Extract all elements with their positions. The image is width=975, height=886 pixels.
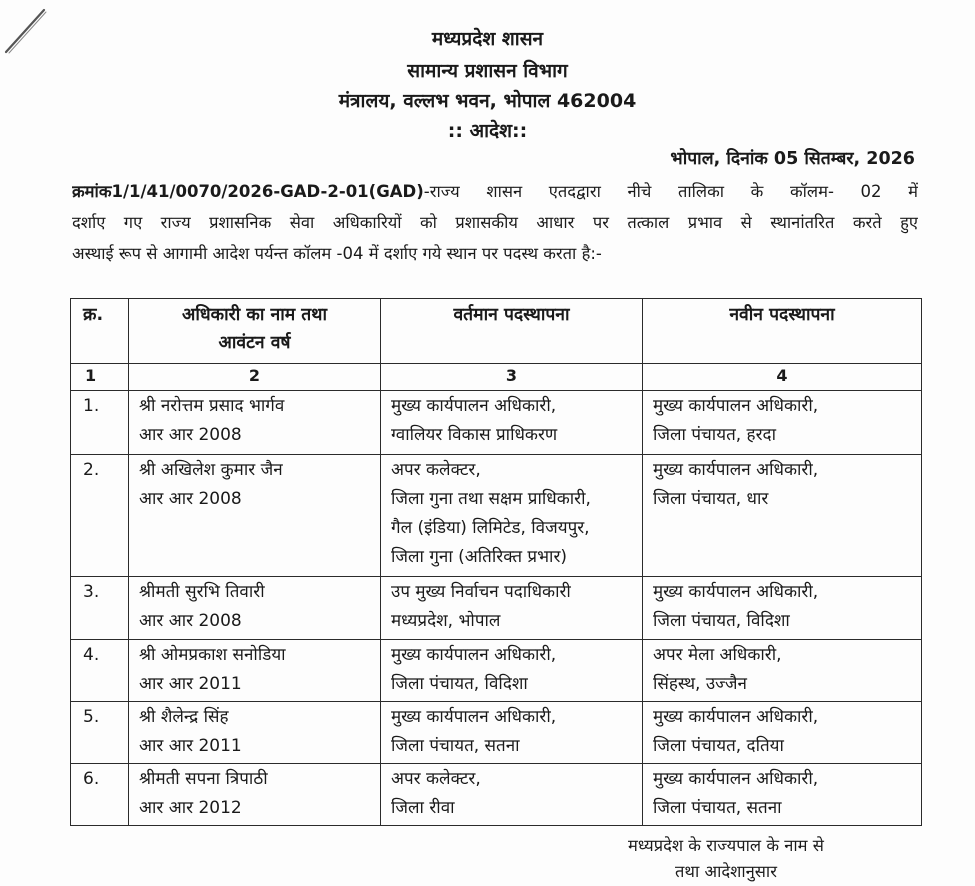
officer-batch: आर आर 2011 (139, 736, 242, 756)
officer-cell (129, 640, 381, 702)
current-posting-cell: मुख्य कार्यपालन अधिकारी, ग्वालियर विकास प्राधिकरण (381, 391, 643, 455)
officer-cell (129, 577, 381, 640)
new-posting-cell: मुख्य कार्यपालन अधिकारी, जिला पंचायत, विदिशा (643, 577, 922, 640)
officer-name: श्री अखिलेश कुमार जैन (139, 460, 283, 480)
officer-cell (129, 391, 381, 455)
transfer-table (70, 298, 922, 826)
table-row (71, 455, 922, 577)
current-posting-cell: अपर कलेक्टर, जिला गुना तथा सक्षम प्राधिकारी, गैल (इंडिया) लिमिटेड, विजयपुर, जिला गुना (अतिरिक्त प्रभार) (381, 455, 643, 577)
department-title: सामान्य प्रशासन विभाग (407, 60, 568, 82)
table-row (71, 577, 922, 640)
header-new-posting: नवीन पदस्थापना (643, 299, 922, 364)
current-posting-cell: अपर कलेक्टर, जिला रीवा (381, 764, 643, 826)
signature-line-2: तथा आदेशानुसार (675, 862, 777, 881)
new-posting-cell: मुख्य कार्यपालन अधिकारी, जिला पंचायत, दतिया (643, 702, 922, 764)
header-serial: क्र. (71, 299, 129, 364)
column-number: 3 (381, 364, 643, 391)
current-posting-cell: उप मुख्य निर्वाचन पदाधिकारी मध्यप्रदेश, भोपाल (381, 577, 643, 640)
current-posting-cell: मुख्य कार्यपालन अधिकारी, जिला पंचायत, सतना (381, 702, 643, 764)
officer-cell (129, 702, 381, 764)
address-line: मंत्रालय, वल्लभ भवन, भोपाल 462004 (338, 90, 637, 112)
column-number-row (71, 364, 922, 391)
current-posting-cell: मुख्य कार्यपालन अधिकारी, जिला पंचायत, विदिशा (381, 640, 643, 702)
signature-line-1: मध्यप्रदेश के राज्यपाल के नाम से (628, 836, 824, 855)
officer-batch: आर आर 2008 (139, 611, 242, 631)
officer-cell (129, 764, 381, 826)
officer-name: श्री शैलेन्द्र सिंह (139, 707, 229, 727)
officer-batch: आर आर 2008 (139, 489, 242, 509)
reference-number: क्रमांक1/1/41/0070/2026-GAD-2-01(GAD) (72, 182, 424, 201)
table-row (71, 764, 922, 826)
order-body-line-2: दर्शाए गए राज्य प्रशासनिक सेवा अधिकारियों को प्रशासकीय आधार पर तत्काल प्रभाव से स्थानांतरित करते हुए (72, 213, 918, 232)
order-body-line-1-text: -राज्य शासन एतदद्वारा नीचे तालिका के कॉलम- 02 में (423, 182, 918, 201)
table-row (71, 640, 922, 702)
new-posting-cell: मुख्य कार्यपालन अधिकारी, जिला पंचायत, हरदा (643, 391, 922, 455)
table-header-row (71, 299, 922, 364)
govt-title: मध्यप्रदेश शासन (431, 28, 544, 50)
officer-batch: आर आर 2012 (139, 798, 242, 818)
serial-cell: 6. (71, 764, 129, 826)
serial-cell: 3. (71, 577, 129, 640)
column-number: 4 (643, 364, 922, 391)
new-posting-cell: मुख्य कार्यपालन अधिकारी, जिला पंचायत, धार (643, 455, 922, 577)
officer-name: श्रीमती सपना त्रिपाठी (139, 769, 268, 789)
officer-name: श्री ओमप्रकाश सनोडिया (139, 645, 286, 665)
header-current-posting: वर्तमान पदस्थापना (381, 299, 643, 364)
table-row (71, 702, 922, 764)
serial-cell: 2. (71, 455, 129, 577)
order-body-line-3: अस्थाई रूप से आगामी आदेश पर्यन्त कॉलम -04 में दर्शाए गये स्थान पर पदस्थ करता है:- (72, 244, 602, 263)
serial-cell: 4. (71, 640, 129, 702)
officer-name: श्री नरोत्तम प्रसाद भार्गव (139, 396, 285, 416)
officer-name: श्रीमती सुरभि तिवारी (139, 582, 265, 602)
new-posting-cell: मुख्य कार्यपालन अधिकारी, जिला पंचायत, सतना (643, 764, 922, 826)
officer-batch: आर आर 2008 (139, 425, 242, 445)
table-row (71, 391, 922, 455)
serial-cell: 5. (71, 702, 129, 764)
officer-cell (129, 455, 381, 577)
officer-batch: आर आर 2011 (139, 674, 242, 694)
column-number: 1 (71, 364, 129, 391)
column-number: 2 (129, 364, 381, 391)
serial-cell: 1. (71, 391, 129, 455)
new-posting-cell: अपर मेला अधिकारी, सिंहस्थ, उज्जैन (643, 640, 922, 702)
date-line: भोपाल, दिनांक 05 सितम्बर, 2026 (670, 149, 915, 169)
header-officer-name: अधिकारी का नाम तथा आवंटन वर्ष (129, 299, 381, 364)
order-body-line-1 (72, 179, 918, 205)
order-heading: :: आदेश:: (447, 120, 528, 142)
